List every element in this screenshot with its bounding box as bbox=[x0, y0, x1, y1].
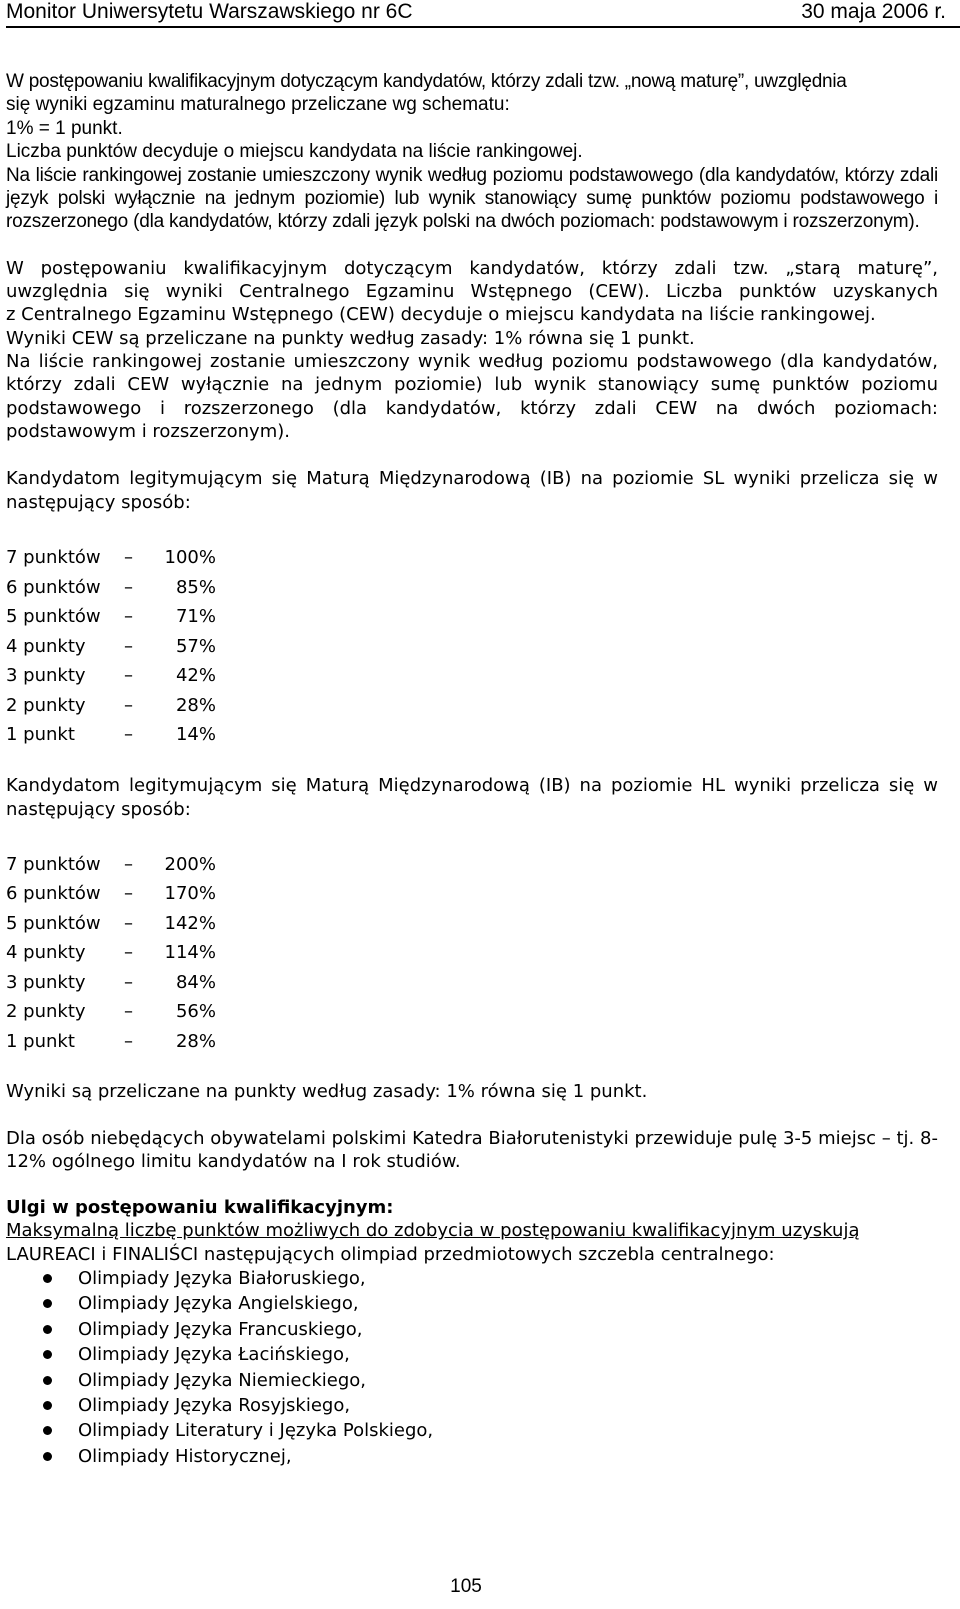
new-matura-line-4: Liczba punktów decyduje o miejscu kandydata na liście rankingowej. bbox=[6, 141, 583, 163]
bullet-icon bbox=[43, 1452, 52, 1461]
row-points: 7 punktów bbox=[6, 547, 101, 569]
row-percent: 42% bbox=[175, 665, 216, 687]
header-publication-title: Monitor Uniwersytetu Warszawskiego nr 6C bbox=[6, 0, 413, 23]
row-dash: – bbox=[124, 547, 133, 569]
row-points: 5 punktów bbox=[6, 606, 101, 628]
list-item bbox=[6, 1317, 938, 1342]
new-matura-intro bbox=[6, 70, 938, 164]
olympiad-name: Olimpiady Języka Francuskiego, bbox=[78, 1318, 363, 1340]
bullet-icon bbox=[43, 1274, 52, 1283]
row-points: 5 punktów bbox=[6, 912, 101, 934]
table-row bbox=[6, 850, 938, 880]
list-item bbox=[6, 1444, 938, 1469]
table-row bbox=[6, 1027, 938, 1057]
bullet-icon bbox=[43, 1376, 52, 1385]
table-row bbox=[6, 879, 938, 909]
header-date: 30 maja 2006 r. bbox=[801, 0, 946, 23]
table-row bbox=[6, 661, 938, 691]
row-percent: 170% bbox=[164, 883, 216, 905]
row-points: 6 punktów bbox=[6, 576, 101, 598]
row-points: 3 punkty bbox=[6, 665, 86, 687]
bullet-icon bbox=[43, 1426, 52, 1435]
ib-sl-conversion-table bbox=[6, 543, 938, 750]
list-item bbox=[6, 1342, 938, 1367]
ulgi-max-points: Maksymalną liczbę punktów możliwych do zdobycia w postępowaniu kwalifikacyjnym uzyskują bbox=[6, 1220, 860, 1242]
table-row bbox=[6, 632, 938, 662]
row-points: 6 punktów bbox=[6, 883, 101, 905]
new-matura-line-2: się wyniki egzaminu maturalnego przeliczane wg schematu: bbox=[6, 94, 510, 116]
olympiad-list bbox=[6, 1266, 938, 1469]
row-dash: – bbox=[124, 853, 133, 875]
section-ib-sl bbox=[6, 467, 938, 750]
row-percent: 200% bbox=[164, 853, 216, 875]
section-new-matura bbox=[6, 70, 938, 234]
bullet-icon bbox=[43, 1299, 52, 1308]
ib-sl-intro: Kandydatom legitymującym się Maturą Międzynarodową (IB) na poziomie SL wyniki przelicza się w następujący sposób: bbox=[6, 468, 938, 514]
old-matura-ranking: Na liście rankingowej zostanie umieszczony wynik według poziomu podstawowego (dla kandydatów, którzy zdali CEW wyłącznie na jednym poziomie) lub wynik stanowiący sumę punktów poziomu podstawowego i rozszerzonego (dla kandydatów, którzy zdali CEW na dwóch poziomach: podstawowym i rozszerzonym). bbox=[6, 351, 938, 442]
row-percent: 85% bbox=[175, 576, 216, 598]
section-ulgi bbox=[6, 1196, 938, 1469]
bullet-icon bbox=[43, 1325, 52, 1334]
list-item bbox=[6, 1368, 938, 1393]
table-row bbox=[6, 968, 938, 998]
row-dash: – bbox=[124, 635, 133, 657]
new-matura-line-3: 1% = 1 punkt. bbox=[6, 117, 123, 139]
table-row bbox=[6, 691, 938, 721]
table-row bbox=[6, 938, 938, 968]
table-row bbox=[6, 573, 938, 603]
row-dash: – bbox=[124, 1001, 133, 1023]
conversion-rule: Wyniki są przeliczane na punkty według zasady: 1% równa się 1 punkt. bbox=[6, 1081, 648, 1103]
row-points: 4 punkty bbox=[6, 942, 86, 964]
page-header bbox=[6, 0, 960, 28]
olympiad-name: Olimpiady Literatury i Języka Polskiego, bbox=[78, 1420, 434, 1442]
section-old-matura bbox=[6, 257, 938, 443]
list-item bbox=[6, 1418, 938, 1443]
olympiad-name: Olimpiady Języka Angielskiego, bbox=[78, 1293, 359, 1315]
row-points: 1 punkt bbox=[6, 1030, 75, 1052]
row-points: 4 punkty bbox=[6, 635, 86, 657]
row-percent: 84% bbox=[175, 971, 216, 993]
row-dash: – bbox=[124, 912, 133, 934]
table-row bbox=[6, 720, 938, 750]
row-percent: 71% bbox=[175, 606, 216, 628]
row-percent: 100% bbox=[164, 547, 216, 569]
row-dash: – bbox=[124, 724, 133, 746]
new-matura-ranking: Na liście rankingowej zostanie umieszczony wynik według poziomu podstawowego (dla kandydatów, którzy zdali język polski wyłącznie na jednym poziomie) lub wynik stanowiący sumę punktów poziomu podstawowego i rozszerzonego (dla kandydatów, którzy zdali język polski na dwóch poziomach: podstawowym i rozszerzonym). bbox=[6, 164, 938, 233]
section-ib-hl bbox=[6, 774, 938, 1057]
foreigners-note: Dla osób niebędących obywatelami polskimi Katedra Białorutenistyki przewiduje pulę 3-5 miejsc – tj. 8-12% ogólnego limitu kandydatów na I rok studiów. bbox=[6, 1127, 938, 1172]
olympiad-name: Olimpiady Języka Łacińskiego, bbox=[78, 1344, 350, 1366]
row-percent: 28% bbox=[175, 1030, 216, 1052]
row-dash: – bbox=[124, 883, 133, 905]
bullet-icon bbox=[43, 1350, 52, 1359]
row-dash: – bbox=[124, 576, 133, 598]
row-points: 3 punkty bbox=[6, 971, 86, 993]
bullet-icon bbox=[43, 1401, 52, 1410]
row-percent: 114% bbox=[164, 942, 216, 964]
olympiad-name: Olimpiady Języka Białoruskiego, bbox=[78, 1268, 366, 1289]
table-row bbox=[6, 543, 938, 573]
list-item bbox=[6, 1393, 938, 1418]
list-item bbox=[6, 1266, 938, 1291]
old-matura-cew-line: z Centralnego Egzaminu Wstępnego (CEW) decyduje o miejscu kandydata na liście rankingowej. bbox=[6, 304, 876, 326]
row-percent: 142% bbox=[164, 912, 216, 934]
row-dash: – bbox=[124, 694, 133, 716]
row-dash: – bbox=[124, 971, 133, 993]
row-percent: 14% bbox=[175, 724, 216, 746]
row-dash: – bbox=[124, 942, 133, 964]
list-item bbox=[6, 1291, 938, 1316]
old-matura-intro: W postępowaniu kwalifikacyjnym dotyczącym kandydatów, którzy zdali tzw. „starą maturę”, uwzględnia się wyniki Centralnego Egzaminu Wstępnego (CEW). Liczba punktów uzyskanych bbox=[6, 257, 938, 303]
row-percent: 28% bbox=[175, 694, 216, 716]
ulgi-laureates: LAUREACI i FINALIŚCI następujących olimpiad przedmiotowych szczebla centralnego: bbox=[6, 1243, 775, 1265]
document-body bbox=[6, 70, 938, 1469]
ib-hl-intro: Kandydatom legitymującym się Maturą Międzynarodową (IB) na poziomie HL wyniki przelicza się w następujący sposób: bbox=[6, 774, 938, 820]
table-row bbox=[6, 909, 938, 939]
olympiad-name: Olimpiady Języka Rosyjskiego, bbox=[78, 1395, 351, 1417]
row-dash: – bbox=[124, 665, 133, 687]
row-percent: 57% bbox=[175, 635, 216, 657]
table-row bbox=[6, 602, 938, 632]
new-matura-line-1: W postępowaniu kwalifikacyjnym dotyczącym kandydatów, którzy zdali tzw. „nową maturę”, uwzględnia bbox=[6, 71, 847, 92]
ib-hl-conversion-table bbox=[6, 850, 938, 1057]
table-row bbox=[6, 997, 938, 1027]
row-points: 1 punkt bbox=[6, 724, 75, 746]
page-number: 105 bbox=[450, 1576, 482, 1597]
ulgi-heading: Ulgi w postępowaniu kwalifikacyjnym: bbox=[6, 1197, 394, 1219]
row-points: 2 punkty bbox=[6, 694, 86, 716]
row-points: 7 punktów bbox=[6, 853, 101, 875]
row-dash: – bbox=[124, 606, 133, 628]
row-percent: 56% bbox=[175, 1001, 216, 1023]
old-matura-conversion: Wyniki CEW są przeliczane na punkty według zasady: 1% równa się 1 punkt. bbox=[6, 327, 695, 349]
olympiad-name: Olimpiady Historycznej, bbox=[78, 1445, 292, 1467]
row-dash: – bbox=[124, 1030, 133, 1052]
olympiad-name: Olimpiady Języka Niemieckiego, bbox=[78, 1369, 367, 1391]
row-points: 2 punkty bbox=[6, 1001, 86, 1023]
